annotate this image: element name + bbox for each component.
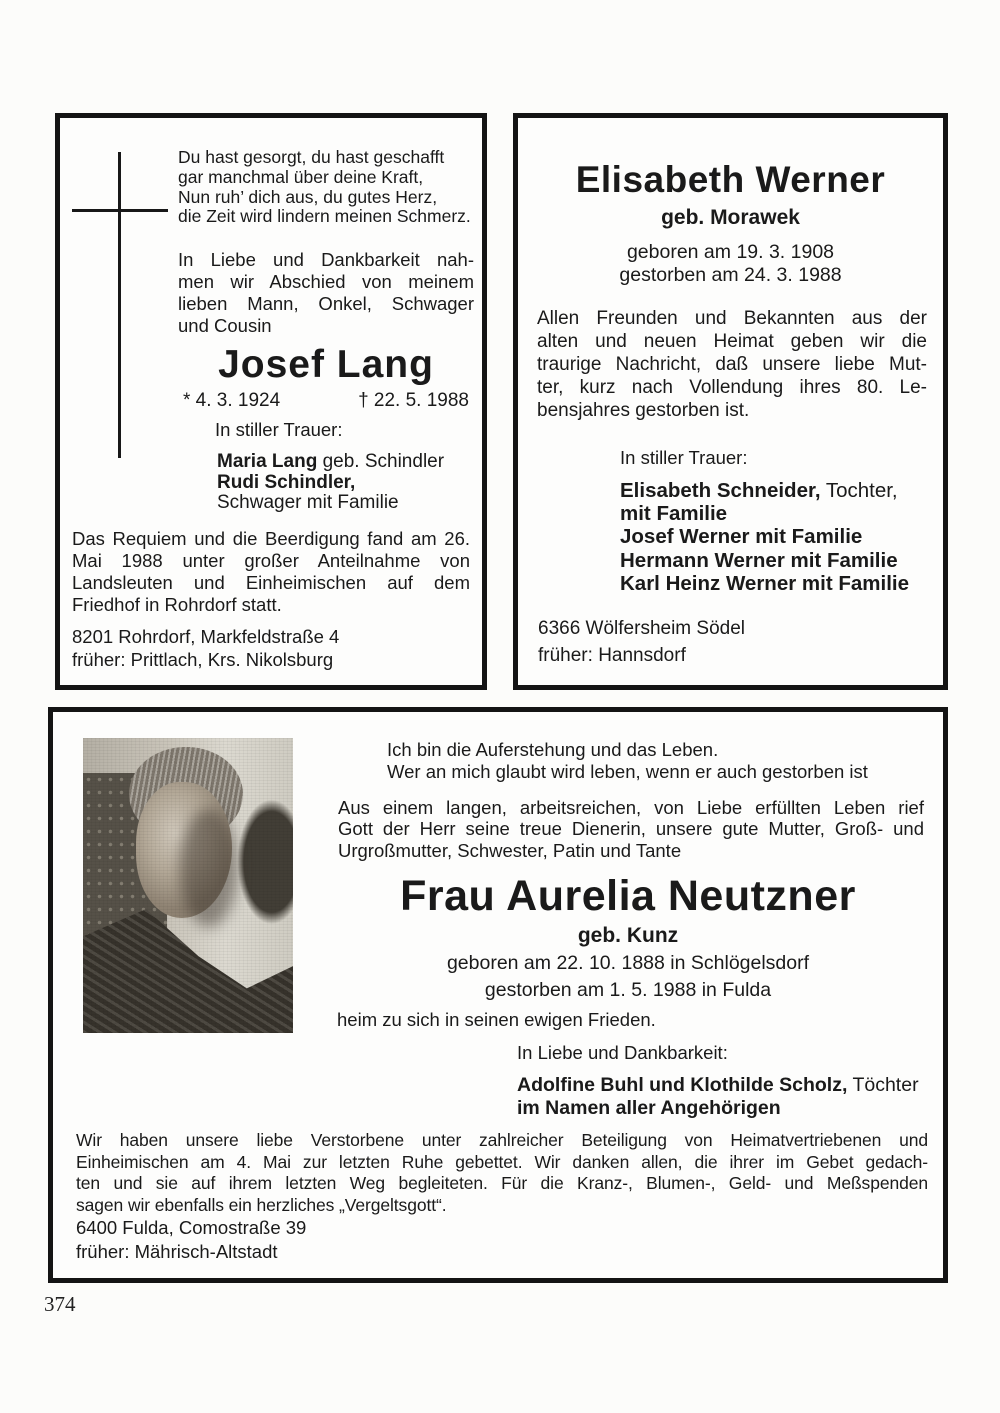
funeral-paragraph: Das Requiem und die Beerdigung fand am 26. Mai 1988 unter großer Anteilnahme von Landsleuten und Einheimischen auf dem Friedhof in Rohrdorf statt. bbox=[72, 528, 470, 615]
intro-paragraph: Aus einem langen, arbeitsreichen, von Liebe erfüllten Leben rief Gott der Herr seine treue Dienerin, unsere gute Mutter, Groß- und Urgroßmutter, Schwester, Patin und Tante bbox=[338, 797, 924, 861]
deceased-name: Elisabeth Werner bbox=[575, 159, 886, 200]
death-date: gestorben am 24. 3. 1988 bbox=[619, 264, 842, 286]
mourner-name: Josef Werner mit Familie bbox=[620, 525, 863, 549]
cross-icon bbox=[118, 152, 121, 458]
mourner-name: Adolfine Buhl und Klothilde Scholz, bbox=[517, 1074, 848, 1096]
mourner-name: Karl Heinz Werner mit Familie bbox=[620, 571, 909, 595]
obituary-elisabeth-werner bbox=[513, 113, 948, 690]
death-date: gestorben am 1. 5. 1988 in Fulda bbox=[484, 979, 772, 1001]
birth-date: geboren am 19. 3. 1908 bbox=[626, 241, 835, 263]
mourner-line bbox=[517, 1097, 947, 1120]
mourner-line bbox=[217, 473, 487, 494]
mourner-name: Hermann Werner mit Familie bbox=[620, 548, 898, 572]
mourner-relation: Töchter bbox=[847, 1074, 919, 1096]
page-number: 374 bbox=[44, 1292, 76, 1316]
birth-date: * 4. 3. 1924 bbox=[183, 390, 281, 411]
announcement-paragraph: Allen Freunden und Bekannten aus der alten und neuen Heimat geben wir die traurige Nachricht, daß unsere liebe Mut- ter, kurz nach Vollendung ihres 80. Le- bensjahres gestorben ist. bbox=[537, 308, 927, 421]
obituary-aurelia-neutzner bbox=[48, 707, 948, 1283]
funeral-paragraph: Wir haben unsere liebe Verstorbene unter zahlreicher Beteiligung von Heimatvertriebenen und Einheimischen am 4. Mai zur letzten Ruhe gebettet. Wir danken allen, die ihrer im Gebet gedach- ten und sie auf ihrem letzten Weg begleiteten. Für die Kranz-, Blumen-, Geld- und Meßspenden sagen wir ebenfalls ein herzliches „Vergeltsgott“. bbox=[76, 1130, 928, 1215]
mourners-list bbox=[517, 1074, 947, 1119]
former-residence-line: früher: Hannsdorf bbox=[538, 645, 686, 666]
cross-bar bbox=[72, 209, 168, 212]
mourning-label: In stiller Trauer: bbox=[620, 447, 748, 468]
mourner-line bbox=[517, 1074, 947, 1097]
mourner-line bbox=[620, 572, 940, 595]
death-date: † 22. 5. 1988 bbox=[358, 390, 469, 411]
address-line: 8201 Rohrdorf, Markfeldstraße 4 bbox=[72, 626, 340, 647]
mourner-line bbox=[620, 549, 940, 572]
mourners-list bbox=[620, 479, 940, 595]
address-line: 6400 Fulda, Comostraße 39 bbox=[76, 1217, 307, 1238]
mourner-relation: Schwager mit Familie bbox=[217, 492, 399, 513]
mourner-line bbox=[620, 525, 940, 548]
portrait-photo bbox=[83, 738, 293, 1033]
former-residence-line: früher: Mährisch-Altstadt bbox=[76, 1241, 278, 1262]
deceased-name: Josef Lang bbox=[218, 343, 434, 386]
scripture-quote: Ich bin die Auferstehung und das Leben. Wer an mich glaubt wird leben, wenn er auch gestorben ist bbox=[387, 739, 868, 782]
life-dates bbox=[183, 390, 469, 412]
mourner-line bbox=[620, 502, 940, 525]
outro-line: heim zu sich in seinen ewigen Frieden. bbox=[337, 1009, 656, 1030]
mourner-name: mit Familie bbox=[620, 502, 728, 526]
birth-date: geboren am 22. 10. 1888 in Schlögelsdorf bbox=[446, 952, 810, 974]
thanks-label: In Liebe und Dankbarkeit: bbox=[517, 1042, 728, 1063]
mourner-name: Rudi Schindler, bbox=[217, 471, 356, 493]
mourner-line bbox=[620, 479, 940, 502]
obituary-josef-lang bbox=[55, 113, 487, 690]
mourner-relation: Tochter, bbox=[820, 479, 898, 502]
mourner-line bbox=[217, 493, 487, 514]
photo-grain-overlay bbox=[83, 738, 293, 1033]
mourning-label: In stiller Trauer: bbox=[215, 419, 343, 440]
deceased-name: Frau Aurelia Neutzner bbox=[400, 872, 856, 920]
former-residence-line: früher: Prittlach, Krs. Nikolsburg bbox=[72, 649, 334, 670]
mourner-name: Elisabeth Schneider, bbox=[620, 479, 821, 502]
mourner-name: Maria Lang bbox=[217, 451, 318, 472]
intro-paragraph: In Liebe und Dankbarkeit nah- men wir Abschied von meinem lieben Mann, Onkel, Schwager und Cousin bbox=[178, 249, 474, 336]
mourner-line bbox=[217, 452, 487, 473]
address-line: 6366 Wölfersheim Södel bbox=[538, 618, 745, 639]
maiden-name: geb. Morawek bbox=[661, 206, 800, 229]
mourner-name: im Namen aller Angehörigen bbox=[517, 1096, 781, 1119]
mourners-list bbox=[217, 452, 487, 514]
memorial-poem: Du hast gesorgt, du hast geschafft gar manchmal über deine Kraft, Nun ruh’ dich aus, du gutes Herz, die Zeit wird lindern meinen Schmerz. bbox=[178, 147, 471, 227]
maiden-name: geb. Kunz bbox=[577, 924, 679, 947]
mourner-relation: geb. Schindler bbox=[317, 451, 445, 472]
